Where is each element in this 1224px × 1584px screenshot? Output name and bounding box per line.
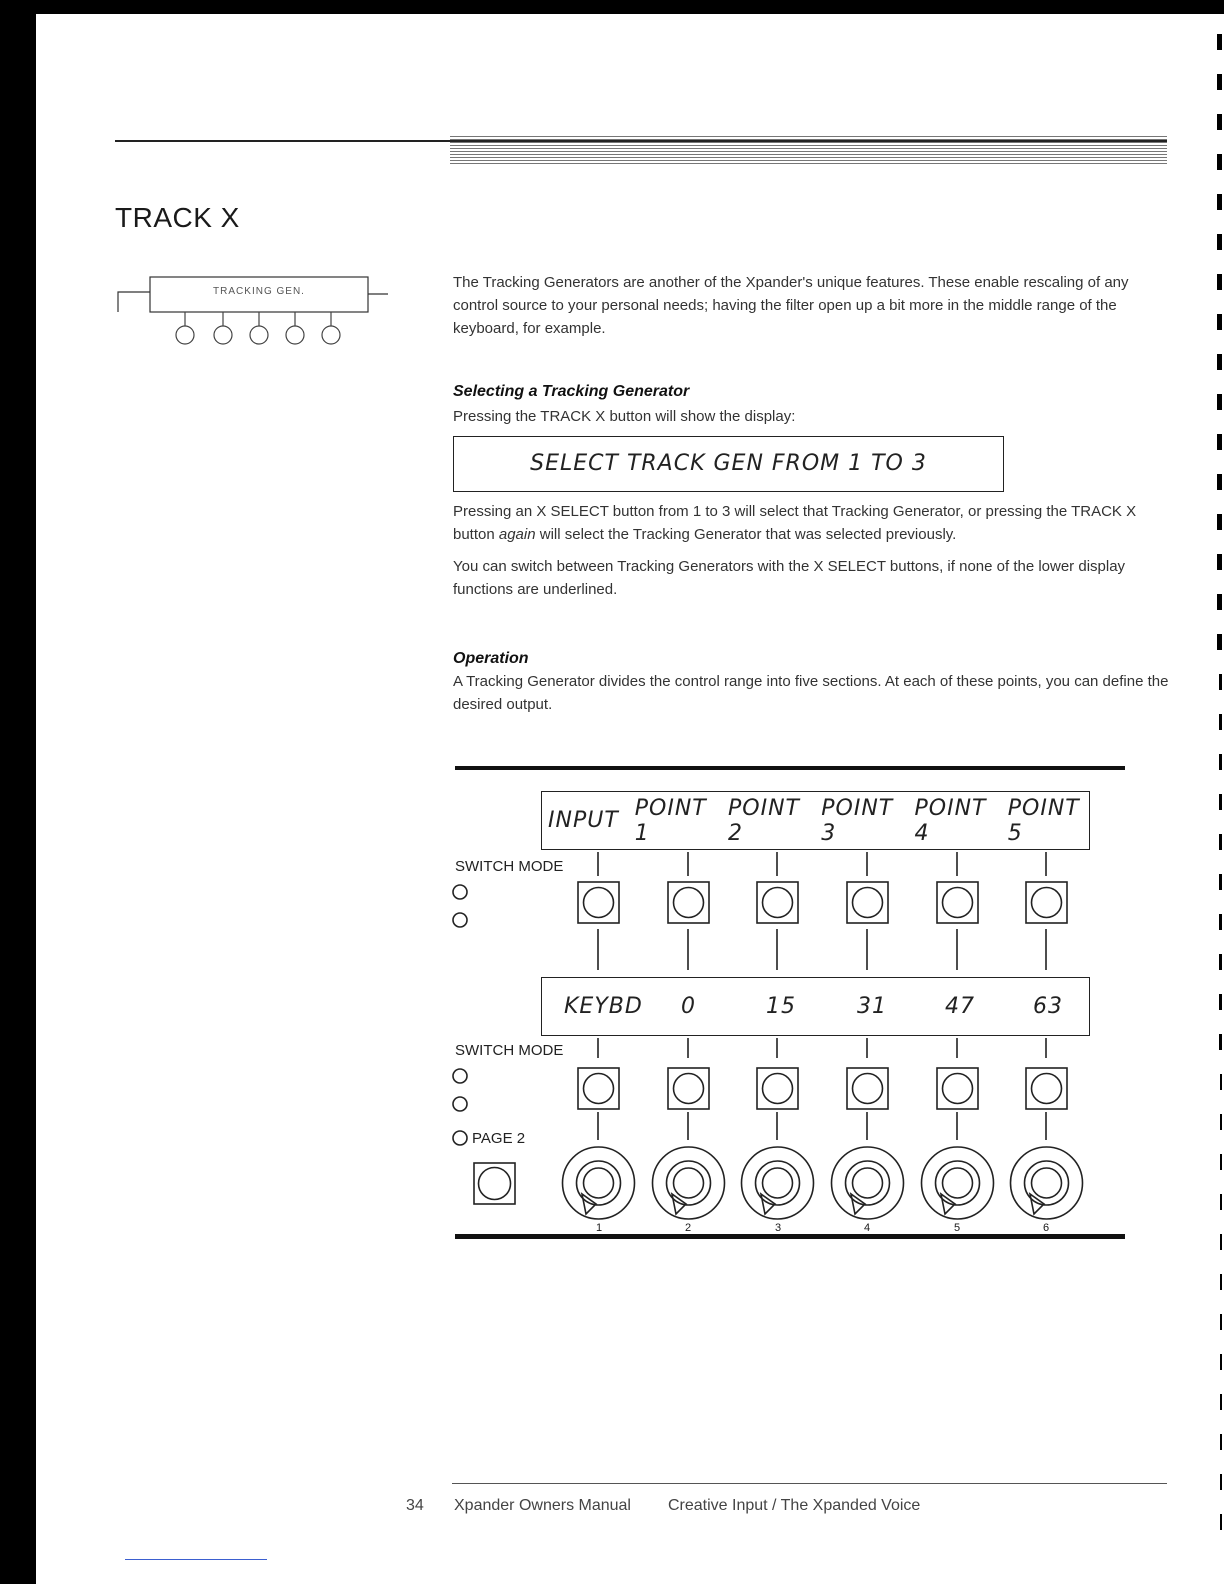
diagram-top-rule bbox=[455, 766, 1125, 770]
footer-chapter: Creative Input / The Xpanded Voice bbox=[668, 1497, 921, 1514]
knob-6 bbox=[1011, 1147, 1083, 1219]
footer-rule bbox=[452, 1483, 1167, 1484]
intro-paragraph: The Tracking Generators are another of the Xpander's unique features. These enable rescaling of any control source to your personal needs; having the filter open up a bit more in the middle range of the keyboard, for example. bbox=[453, 274, 1129, 337]
selecting-para-1b: will select the Tracking Generator that was selected previously. bbox=[535, 526, 957, 543]
operation-heading: Operation bbox=[453, 650, 529, 667]
knob-number-5: 5 bbox=[954, 1222, 961, 1234]
selecting-para-2: You can switch between Tracking Generators with the X SELECT buttons, if none of the lower display functions are underlined. bbox=[453, 558, 1126, 598]
switch-mode-led-1 bbox=[453, 885, 467, 899]
lower-display-point-4: 47 bbox=[945, 994, 975, 1019]
binding-mark bbox=[1219, 874, 1222, 890]
selecting-para-1-em: again bbox=[498, 526, 536, 543]
binding-mark bbox=[1217, 34, 1222, 50]
binding-mark bbox=[1219, 794, 1222, 810]
knob-2 bbox=[653, 1147, 725, 1219]
binding-mark bbox=[1219, 674, 1222, 690]
binding-mark bbox=[1217, 274, 1222, 290]
upper-display-point-5: POINT 5 bbox=[1007, 795, 1080, 846]
binding-mark bbox=[1217, 194, 1222, 210]
binding-mark bbox=[1217, 474, 1222, 490]
knob-5 bbox=[922, 1147, 994, 1219]
operation-text: A Tracking Generator divides the control range into five sections. At each of these points, you can define the desired output. bbox=[453, 673, 1169, 713]
upper-display-point-1: POINT 1 bbox=[634, 795, 707, 846]
upper-display-point-2: POINT 2 bbox=[728, 795, 800, 846]
selecting-lead: Pressing the TRACK X button will show the display: bbox=[453, 408, 796, 425]
binding-mark bbox=[1217, 514, 1222, 530]
binding-mark bbox=[1220, 1194, 1222, 1210]
footer-manual: Xpander Owners Manual bbox=[454, 1497, 631, 1514]
lower-display-point-2: 15 bbox=[766, 994, 796, 1019]
upper-display-row bbox=[548, 792, 1089, 849]
select-display-text: SELECT TRACK GEN FROM 1 TO 3 bbox=[530, 451, 927, 476]
select-display-box bbox=[453, 436, 1004, 492]
binding-mark bbox=[1217, 554, 1222, 570]
knob-number-1: 1 bbox=[596, 1222, 603, 1234]
lower-display-point-5: 63 bbox=[1033, 994, 1063, 1019]
switch-mode-label-upper: SWITCH MODE bbox=[455, 858, 564, 875]
upper-display-point-3: POINT 3 bbox=[821, 795, 894, 846]
scan-blue-line bbox=[125, 1559, 267, 1560]
selecting-heading: Selecting a Tracking Generator bbox=[453, 383, 690, 400]
binding-marks bbox=[1210, 20, 1224, 1580]
selecting-para-1a: Pressing an X SELECT button from 1 to 3 will select that Tracking Generator, or pressing the TRACK X button bbox=[453, 503, 1137, 543]
page2-button bbox=[474, 1163, 515, 1204]
binding-mark bbox=[1219, 914, 1222, 930]
binding-mark bbox=[1220, 1274, 1222, 1290]
binding-mark bbox=[1220, 1114, 1222, 1130]
lower-display-keybd: KEYBD bbox=[564, 994, 643, 1019]
binding-mark bbox=[1217, 154, 1222, 170]
header-rule-lines bbox=[450, 134, 1167, 164]
binding-mark bbox=[1220, 1514, 1222, 1530]
switch-mode-led-4 bbox=[453, 1097, 467, 1111]
lower-display-point-3: 31 bbox=[857, 994, 887, 1019]
diagram-controls bbox=[450, 850, 1130, 1240]
section-title: TRACK X bbox=[115, 202, 240, 233]
binding-mark bbox=[1220, 1314, 1222, 1330]
binding-mark bbox=[1220, 1394, 1222, 1410]
tracking-gen-label: TRACKING GEN. bbox=[213, 286, 305, 297]
binding-mark bbox=[1217, 74, 1222, 90]
knob-4 bbox=[832, 1147, 904, 1219]
binding-mark bbox=[1219, 994, 1222, 1010]
knob-number-6: 6 bbox=[1043, 1222, 1050, 1234]
binding-mark bbox=[1220, 1474, 1222, 1490]
upper-display bbox=[541, 791, 1090, 850]
scan-left-border bbox=[0, 0, 36, 1584]
binding-mark bbox=[1217, 234, 1222, 250]
binding-mark bbox=[1217, 114, 1222, 130]
scan-top-border bbox=[0, 0, 1224, 14]
binding-mark bbox=[1220, 1434, 1222, 1450]
binding-mark bbox=[1219, 714, 1222, 730]
binding-mark bbox=[1220, 1154, 1222, 1170]
binding-mark bbox=[1217, 434, 1222, 450]
lower-display-point-1: 0 bbox=[681, 994, 696, 1019]
knob-1 bbox=[563, 1147, 635, 1219]
knob-number-3: 3 bbox=[775, 1222, 782, 1234]
binding-mark bbox=[1217, 354, 1222, 370]
knob-number-4: 4 bbox=[864, 1222, 871, 1234]
binding-mark bbox=[1217, 594, 1222, 610]
binding-mark bbox=[1219, 1034, 1222, 1050]
knob-number-2: 2 bbox=[685, 1222, 692, 1234]
page-number: 34 bbox=[406, 1497, 424, 1514]
binding-mark bbox=[1220, 1074, 1222, 1090]
binding-mark bbox=[1217, 314, 1222, 330]
page2-label: PAGE 2 bbox=[472, 1130, 526, 1147]
binding-mark bbox=[1217, 634, 1222, 650]
selecting-para-1 bbox=[453, 500, 1171, 546]
switch-mode-led-2 bbox=[453, 913, 467, 927]
binding-mark bbox=[1219, 954, 1222, 970]
binding-mark bbox=[1219, 834, 1222, 850]
binding-mark bbox=[1217, 394, 1222, 410]
upper-display-input: INPUT bbox=[548, 808, 619, 833]
switch-mode-led-3 bbox=[453, 1069, 467, 1083]
header-rule bbox=[115, 140, 1167, 142]
page2-led bbox=[453, 1131, 467, 1145]
knob-3 bbox=[742, 1147, 814, 1219]
upper-display-point-4: POINT 4 bbox=[914, 795, 987, 846]
switch-mode-label-lower: SWITCH MODE bbox=[455, 1042, 564, 1059]
binding-mark bbox=[1220, 1234, 1222, 1250]
binding-mark bbox=[1220, 1354, 1222, 1370]
binding-mark bbox=[1219, 754, 1222, 770]
